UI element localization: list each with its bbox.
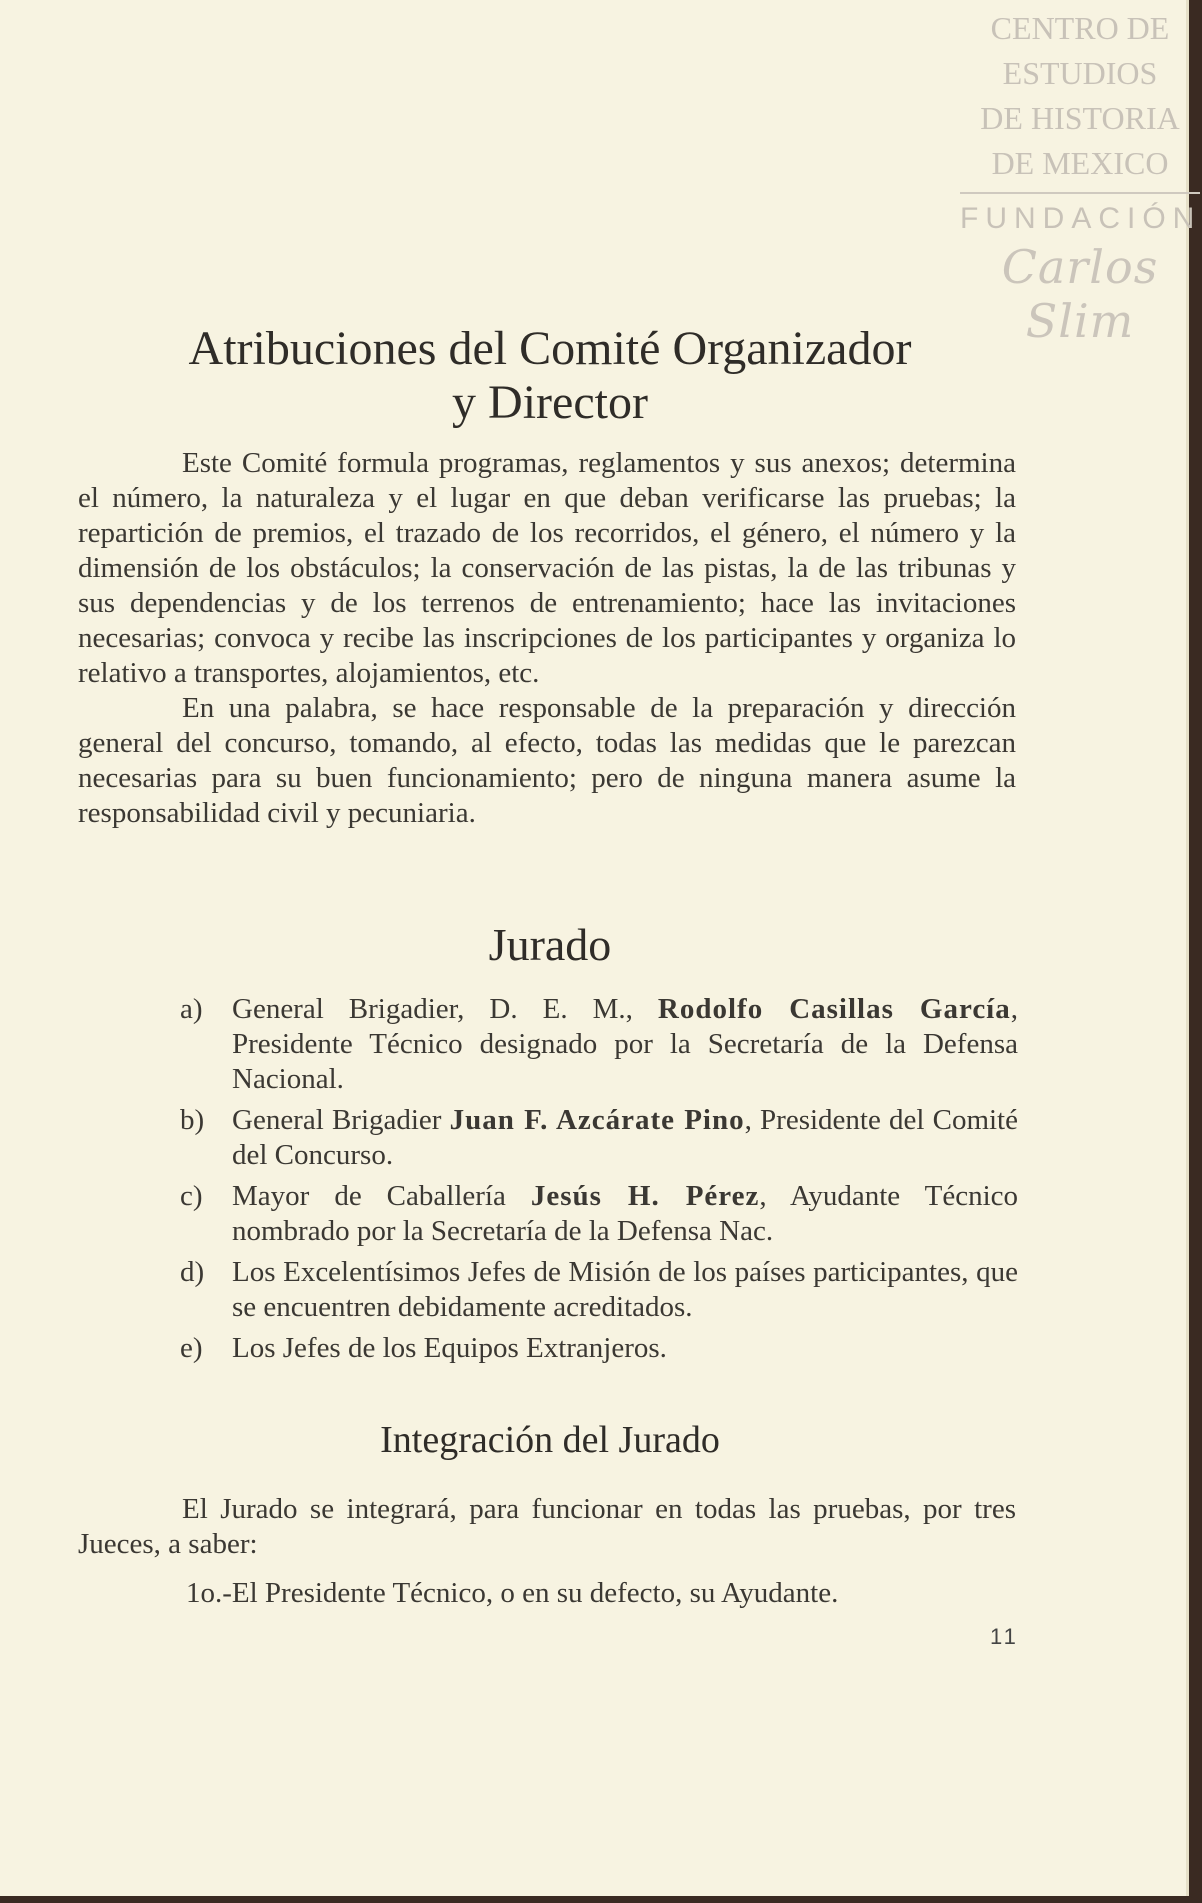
list-item <box>180 1331 1018 1366</box>
paragraph: En una palabra, se hace responsable de la preparación y dirección general del concurso, tomando, al efecto, todas las medidas que le parezcan necesarias para su buen funcionamiento; pero de ninguna manera asume la responsabilidad civil y pecuniaria. <box>78 692 1016 829</box>
watermark-line: ESTUDIOS <box>1002 55 1158 91</box>
list-marker: b) <box>180 1104 205 1136</box>
page-number: 11 <box>990 1624 1019 1649</box>
paragraph: Este Comité formula programas, reglamentos y sus anexos; determina el número, la naturaleza y el lugar en que deban verificarse las pruebas; la repartición de premios, el trazado de los recorridos, el género, el número y la dimensión de los obstáculos; la conservación de las pistas, la de las tribunas y sus dependencias y de los terrenos de entrenamiento; hace las invitaciones necesarias; convoca y recibe las inscripciones de los participantes y organiza lo relativo a transportes, alojamientos, etc. <box>78 447 1016 689</box>
atribuciones-body <box>78 446 1016 831</box>
title-line: y Director <box>452 376 648 429</box>
list-item <box>180 1103 1018 1173</box>
watermark-foundation: FUNDACIÓN <box>960 202 1202 235</box>
list-marker: d) <box>180 1256 205 1288</box>
list-marker: e) <box>180 1332 203 1364</box>
list-item <box>180 992 1018 1097</box>
watermark-line: DE MEXICO <box>991 145 1169 181</box>
archive-watermark <box>960 6 1200 348</box>
section-title-integracion: Integración del Jurado <box>380 1419 720 1461</box>
person-name: Rodolfo Casillas García <box>657 993 1011 1025</box>
section-title-jurado: Jurado <box>488 919 612 970</box>
watermark-line: CENTRO DE <box>990 10 1170 46</box>
person-name: Juan F. Azcárate Pino <box>449 1104 745 1136</box>
list-marker: c) <box>180 1180 203 1212</box>
person-name: Jesús H. Pérez <box>530 1180 760 1212</box>
watermark-signature: Carlos Slim <box>1001 240 1159 348</box>
list-item <box>180 1255 1018 1325</box>
list-marker: a) <box>180 993 203 1025</box>
list-item-text: General Brigadier, D. E. M., Rodolfo Casillas García, Presidente Técnico designado por la Secretaría de la Defensa Nacional. <box>232 993 1018 1095</box>
title-line: Atribuciones del Comité Organizador <box>188 322 912 375</box>
list-item <box>180 1179 1018 1249</box>
watermark-divider <box>960 192 1200 194</box>
list-item-text: General Brigadier Juan F. Azcárate Pino, Presidente del Comité del Concurso. <box>232 1104 1018 1171</box>
integracion-body <box>78 1492 1016 1562</box>
jurado-list <box>180 992 1018 1372</box>
list-item-text: Los Jefes de los Equipos Extranjeros. <box>232 1332 667 1364</box>
section-title-atribuciones <box>80 322 1020 430</box>
integracion-item: 1o.-El Presidente Técnico, o en su defecto, su Ayudante. <box>186 1577 839 1609</box>
watermark-line: DE HISTORIA <box>980 100 1180 136</box>
list-item-text: Mayor de Caballería Jesús H. Pérez, Ayudante Técnico nombrado por la Secretaría de la Defensa Nac. <box>232 1180 1018 1247</box>
paragraph: El Jurado se integrará, para funcionar en todas las pruebas, por tres Jueces, a saber: <box>78 1493 1016 1560</box>
list-item-text: Los Excelentísimos Jefes de Misión de los países participantes, que se encuentren debidamente acreditados. <box>232 1256 1018 1323</box>
